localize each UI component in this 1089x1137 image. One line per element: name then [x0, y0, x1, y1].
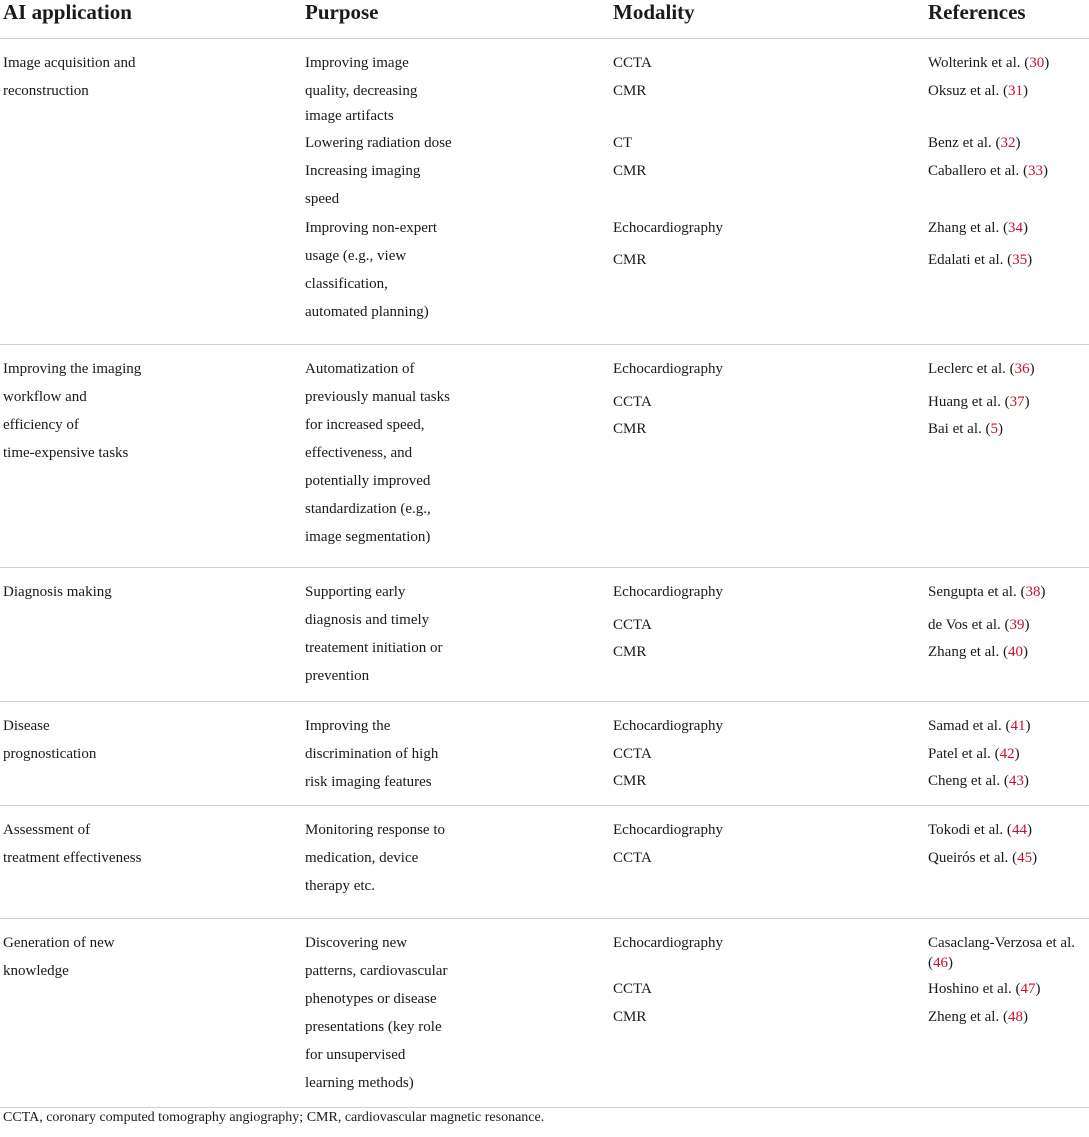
reference-cell [928, 214, 1088, 242]
reference-paren: ) [1015, 135, 1021, 151]
reference-text: Patel et al. ( [928, 746, 1000, 762]
purpose-line: classification, [305, 276, 388, 292]
reference-cell [928, 712, 1088, 740]
reference-cell [928, 355, 1088, 383]
reference-link[interactable]: 41 [1010, 718, 1026, 734]
reference-text: Cheng et al. ( [928, 773, 1009, 789]
reference-cell [928, 844, 1088, 872]
modality-cell: CMR [613, 163, 647, 179]
purpose-line: Discovering new [305, 935, 408, 951]
reference-cell [928, 129, 1088, 157]
reference-text: Benz et al. ( [928, 135, 1001, 151]
table-row [0, 919, 1089, 1108]
purpose-line: medication, device [305, 850, 419, 866]
reference-paren: ) [1022, 220, 1028, 236]
reference-text: Sengupta et al. ( [928, 584, 1026, 600]
application-line: prognostication [3, 746, 97, 762]
modality-cell: Echocardiography [613, 718, 723, 734]
reference-paren: ) [1024, 394, 1030, 410]
purpose-line: quality, decreasing [305, 83, 418, 99]
reference-link[interactable]: 46 [933, 955, 948, 971]
purpose-line: for increased speed, [305, 417, 425, 433]
reference-link[interactable]: 43 [1008, 773, 1024, 789]
table-row [0, 702, 1089, 806]
reference-text: Leclerc et al. ( [928, 361, 1015, 377]
modality-cell: CMR [613, 773, 647, 789]
purpose-line: potentially improved [305, 473, 431, 489]
header-application: AI application [3, 0, 132, 24]
reference-link[interactable]: 35 [1012, 252, 1028, 268]
reference-paren: ) [1029, 361, 1035, 377]
purpose-line: previously manual tasks [305, 389, 450, 405]
reference-link[interactable]: 40 [1007, 644, 1023, 660]
reference-cell [928, 578, 1088, 606]
reference-paren: ) [1032, 850, 1038, 866]
table-row [0, 806, 1089, 919]
purpose-line: image artifacts [305, 108, 394, 124]
reference-link[interactable]: 44 [1011, 822, 1027, 838]
reference-paren: ) [1042, 163, 1048, 179]
application-line: efficiency of [3, 417, 79, 433]
reference-cell [928, 388, 1088, 416]
reference-paren: ) [1014, 746, 1020, 762]
purpose-line: learning methods) [305, 1075, 414, 1091]
purpose-line: Automatization of [305, 361, 415, 377]
reference-text: ( [928, 955, 933, 971]
purpose-line: risk imaging features [305, 774, 432, 790]
purpose-line: speed [305, 191, 340, 207]
purpose-line: Lowering radiation dose [305, 135, 452, 151]
header-references: References [928, 0, 1026, 24]
reference-link[interactable]: 31 [1007, 83, 1023, 99]
reference-cell [928, 1003, 1088, 1031]
reference-link[interactable]: 38 [1025, 584, 1041, 600]
reference-text: de Vos et al. ( [928, 617, 1010, 633]
reference-link[interactable]: 34 [1007, 220, 1023, 236]
reference-paren: ) [1027, 252, 1033, 268]
reference-link[interactable]: 39 [1009, 617, 1025, 633]
reference-link[interactable]: 30 [1029, 55, 1045, 71]
modality-cell: CMR [613, 644, 647, 660]
modality-cell: CMR [613, 421, 647, 437]
reference-link[interactable]: 47 [1020, 981, 1036, 997]
application-cell [3, 929, 283, 985]
reference-text: Edalati et al. ( [928, 252, 1013, 268]
purpose-line: automated planning) [305, 304, 429, 320]
reference-link[interactable]: 45 [1017, 850, 1033, 866]
table-row [0, 39, 1089, 345]
reference-link[interactable]: 33 [1027, 163, 1043, 179]
reference-cell [928, 767, 1088, 795]
reference-text: Tokodi et al. ( [928, 822, 1012, 838]
reference-link[interactable]: 36 [1014, 361, 1030, 377]
modality-cell: CMR [613, 1009, 647, 1025]
purpose-cell [305, 157, 605, 213]
modality-cell: CT [613, 135, 633, 151]
purpose-cell [305, 929, 605, 1097]
purpose-line: Monitoring response to [305, 822, 445, 838]
purpose-line: phenotypes or disease [305, 991, 437, 1007]
purpose-line: standardization (e.g., [305, 501, 431, 517]
reference-text: Oksuz et al. ( [928, 83, 1008, 99]
application-line: Improving the imaging [3, 361, 142, 377]
reference-paren: ) [1022, 1009, 1028, 1025]
reference-paren: ) [1023, 773, 1029, 789]
reference-text: Huang et al. ( [928, 394, 1010, 410]
reference-cell [928, 638, 1088, 666]
modality-cell: Echocardiography [613, 220, 723, 236]
purpose-cell [305, 49, 605, 127]
application-cell [3, 578, 283, 606]
application-line: Diagnosis making [3, 584, 112, 600]
reference-cell [928, 49, 1088, 77]
purpose-line: presentations (key role [305, 1019, 442, 1035]
application-line: Image acquisition and [3, 55, 136, 71]
reference-link[interactable]: 48 [1007, 1009, 1023, 1025]
reference-paren: ) [997, 421, 1003, 437]
modality-cell: CCTA [613, 394, 652, 410]
purpose-cell [305, 129, 605, 157]
purpose-line: patterns, cardiovascular [305, 963, 448, 979]
reference-link[interactable]: 5 [990, 421, 998, 437]
reference-paren: ) [1022, 644, 1028, 660]
reference-paren: ) [1026, 822, 1032, 838]
modality-cell: Echocardiography [613, 935, 723, 951]
purpose-cell [305, 816, 605, 900]
purpose-line: image segmentation) [305, 529, 431, 545]
application-line: workflow and [3, 389, 87, 405]
table-row [0, 568, 1089, 702]
reference-link[interactable]: 42 [999, 746, 1015, 762]
application-line: Generation of new [3, 935, 115, 951]
modality-cell: CCTA [613, 746, 652, 762]
modality-cell: CCTA [613, 617, 652, 633]
reference-paren: ) [1040, 584, 1046, 600]
application-line: reconstruction [3, 83, 89, 99]
purpose-line: Improving image [305, 55, 409, 71]
application-cell [3, 816, 283, 872]
reference-cell [928, 77, 1088, 105]
purpose-cell [305, 712, 605, 796]
reference-cell [928, 975, 1088, 1003]
reference-paren: ) [948, 955, 953, 971]
purpose-line: Increasing imaging [305, 163, 421, 179]
reference-text: Zhang et al. ( [928, 220, 1008, 236]
reference-text: Zheng et al. ( [928, 1009, 1008, 1025]
reference-cell [928, 816, 1088, 844]
reference-paren: ) [1035, 981, 1041, 997]
reference-text: Caballero et al. ( [928, 163, 1028, 179]
purpose-line: effectiveness, and [305, 445, 413, 461]
reference-cell [928, 740, 1088, 768]
application-line: time-expensive tasks [3, 445, 129, 461]
reference-text: Hoshino et al. ( [928, 981, 1021, 997]
reference-text: Queirós et al. ( [928, 850, 1018, 866]
modality-cell: Echocardiography [613, 584, 723, 600]
reference-paren: ) [1024, 617, 1030, 633]
application-line: Assessment of [3, 822, 91, 838]
purpose-line: discrimination of high [305, 746, 439, 762]
modality-cell: CCTA [613, 850, 652, 866]
application-line: Disease [3, 718, 50, 734]
reference-cell [928, 949, 1088, 977]
reference-paren: ) [1025, 718, 1031, 734]
modality-cell: CCTA [613, 55, 652, 71]
application-line: knowledge [3, 963, 69, 979]
purpose-line: therapy etc. [305, 878, 375, 894]
purpose-line: usage (e.g., view [305, 248, 407, 264]
modality-cell: CCTA [613, 981, 652, 997]
application-cell [3, 49, 283, 105]
application-line: treatment effectiveness [3, 850, 142, 866]
purpose-cell [305, 578, 605, 690]
purpose-line: diagnosis and timely [305, 612, 430, 628]
modality-cell: CMR [613, 252, 647, 268]
purpose-cell [305, 355, 605, 551]
table-header [0, 0, 1089, 39]
purpose-line: treatement initiation or [305, 640, 443, 656]
modality-cell: Echocardiography [613, 361, 723, 377]
header-purpose: Purpose [305, 0, 379, 24]
reference-link[interactable]: 32 [1000, 135, 1016, 151]
purpose-line: Improving the [305, 718, 391, 734]
reference-cell [928, 611, 1088, 639]
application-cell [3, 712, 283, 768]
reference-cell [928, 415, 1088, 443]
table-footnote: CCTA, coronary computed tomography angiography; CMR, cardiovascular magnetic resonance. [3, 1110, 545, 1125]
reference-cell [928, 157, 1088, 185]
reference-cell [928, 246, 1088, 274]
reference-text: Casaclang-Verzosa et al. [928, 935, 1076, 951]
reference-paren: ) [1022, 83, 1028, 99]
reference-text: Wolterink et al. ( [928, 55, 1030, 71]
table-row [0, 345, 1089, 568]
reference-text: Bai et al. ( [928, 421, 991, 437]
purpose-line: Improving non-expert [305, 220, 438, 236]
header-modality: Modality [613, 0, 695, 24]
modality-cell: Echocardiography [613, 822, 723, 838]
application-cell [3, 355, 283, 467]
reference-text: Zhang et al. ( [928, 644, 1008, 660]
reference-link[interactable]: 37 [1009, 394, 1025, 410]
purpose-cell [305, 214, 605, 326]
purpose-line: prevention [305, 668, 370, 684]
reference-paren: ) [1044, 55, 1050, 71]
purpose-line: for unsupervised [305, 1047, 406, 1063]
purpose-line: Supporting early [305, 584, 406, 600]
reference-text: Samad et al. ( [928, 718, 1011, 734]
modality-cell: CMR [613, 83, 647, 99]
